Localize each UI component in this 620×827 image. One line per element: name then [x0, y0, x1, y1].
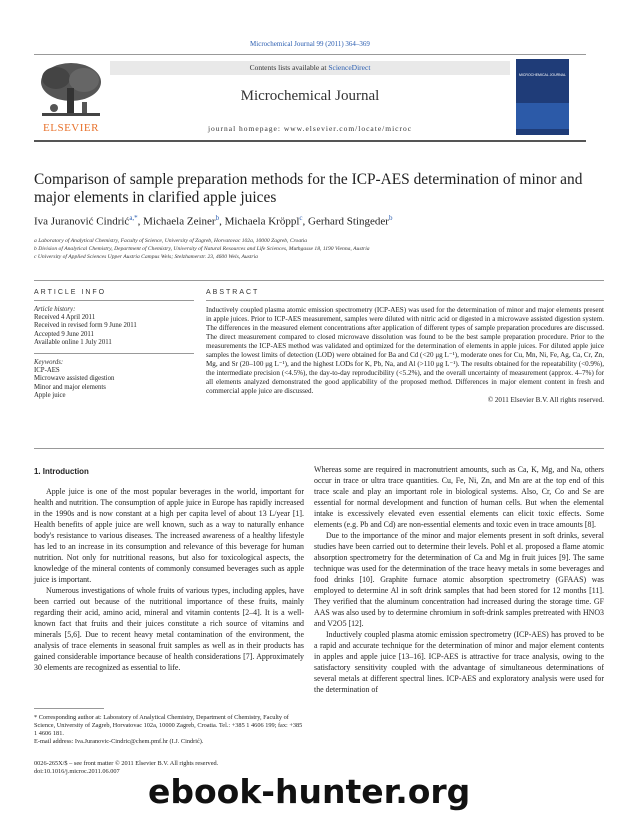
divider	[34, 280, 604, 281]
running-head[interactable]: Microchemical Journal 99 (2011) 364–369	[250, 40, 370, 48]
keywords-label: Keywords:	[34, 359, 64, 367]
sciencedirect-link[interactable]: ScienceDirect	[328, 63, 371, 72]
copyright: © 2011 Elsevier B.V. All rights reserved.	[487, 396, 604, 404]
keyword: Microwave assisted digestion	[34, 375, 115, 383]
header-top-rule	[34, 54, 586, 55]
journal-title: Microchemical Journal	[240, 88, 380, 104]
watermark: ebook-hunter.org	[148, 772, 471, 811]
abstract-body	[206, 306, 604, 405]
abstract-heading: ABSTRACT	[206, 289, 260, 296]
abstract-text: Inductively coupled plasma atomic emission spectrometry (ICP-AES) was used for the determination of minor and major elements present in apple juices. Prior to ICP-AES measurement, samples were diluted with nitric acid or digested in a microwave assisted digestion system. The differences in the measured element concentrations after application of different types of sample preparation procedures are discussed. The direct measurement compared to closed microwave dissolution was found to be the best sample preparation procedure. Prior to the measurements the ICP-AES method was validated and optimized for the determination of elements in apple juices. For diluted apple juice samples the lowest limits of detection (LOD) were obtained for Ba and Cd (<20 μg L⁻¹), moderate ones for Cu, Mn, Ni, Fe, Ag, Ca, Cr, Zn, Mg, and Sr (20–100 μg L⁻¹), and the highest LODs for K, Pb, Na, and Al (>110 μg L⁻¹). The results obtained for the repeatability (<0.9%), the intermediate precision (<4.5%), the day-to-day reproducibility (<5.2%), and the overall uncertainty of measurement (approx. 4–7%) for all elements analyzed demonstrated the good applicability of the proposed method. Differences in major element content in fresh and commercial apple juice are discussed.	[206, 306, 604, 395]
publisher-logo-text: ELSEVIER	[43, 122, 99, 134]
journal-homepage[interactable]: journal homepage: www.elsevier.com/locate/microc	[207, 124, 413, 133]
keyword: ICP-AES	[34, 367, 60, 375]
history-item: Received in revised form 9 June 2011	[34, 322, 137, 330]
left-column	[34, 466, 304, 673]
history-label: Article history:	[34, 306, 76, 313]
section-heading: 1. Introduction	[34, 467, 89, 476]
author-affil-mark[interactable]: a,*	[129, 214, 138, 222]
affiliation-a: a Laboratory of Analytical Chemistry, Faculty of Science, University of Zagreb, Horvatovac 102a, 10000 Zagreb, Croatia	[34, 238, 308, 244]
author-name[interactable]: Gerhard Stingeder	[308, 215, 389, 228]
divider	[34, 300, 194, 301]
author-affil-mark[interactable]: b	[388, 214, 393, 222]
footnote-rule	[34, 708, 104, 709]
author-name[interactable]: Michaela Kröppl	[224, 215, 300, 228]
history-item: Available online 1 July 2011	[34, 338, 112, 346]
article-info	[34, 306, 194, 400]
right-column	[314, 464, 604, 695]
header-bottom-rule	[34, 140, 586, 142]
article-info-heading: ARTICLE INFO	[34, 289, 107, 296]
keyword: Apple juice	[34, 391, 66, 399]
journal-cover-image	[516, 59, 569, 135]
divider	[206, 300, 604, 301]
keyword: Minor and major elements	[34, 383, 106, 391]
cover-title: MICROCHEMICAL JOURNAL	[519, 73, 566, 77]
paragraph: Numerous investigations of whole fruits of various types, including apples, have been carried out because of the nutritional importance of these fruits, mainly regarding their acid, amino acid, mineral and vitamin contents [2–4]. It is a well-known fact that fruits and their juices constitute a rich source of vitamins and minerals [5,6]. Due to recent heavy metal contamination of the environment, the analysis of trace elements in seasonal fruit samples as well as in their products has gained considerable importance because of health considerations [7]. Approximately 30 elements are recognized as essential to life.	[34, 586, 304, 672]
cover-band	[516, 103, 569, 129]
author-affil-mark[interactable]: b	[215, 214, 220, 222]
author-name[interactable]: Iva Juranović Cindrić	[34, 215, 130, 228]
email-note[interactable]: E-mail address: Iva.Juranovic-Cindric@chem.pmf.hr (I.J. Cindrić).	[34, 738, 204, 745]
paragraph: Whereas some are required in macronutrient amounts, such as Ca, K, Mg, and Na, others occur in trace or ultra trace quantities. Cu, Fe, Ni, Zn, and Mn are at the top end of this trace scale and play an important role in biological systems. Also, Cr, Co and Se are essential for normal development and function of human cells. But when the elemental intake is excessively elevated even essential elements can elicit toxic effects. Some elements (e.g. Pb and Cd) are non-essential elements and toxic even in trace amounts [8].	[314, 465, 604, 529]
paragraph: Apple juice is one of the most popular beverages in the world, important for health and nutrition. The consumption of apple juice in Europe has rapidly increased in the 1990s and is now constant at a high per capita level of about 13 L/year [1]. Health benefits of apple juice are well known, such as a way to naturally enhance body's resistance to various diseases. The increased awareness of a healthy lifestyle has led to an increase in its consumption and relevance of this beverage for human nutrition. Not only for nutritional reasons, but also for toxicological aspects, the knowledge of the mineral contents of commonly consumed beverages such as apple juice is important.	[34, 487, 304, 584]
history-item: Accepted 9 June 2011	[34, 330, 94, 338]
divider	[34, 448, 604, 449]
corresponding-author-note: * Corresponding author at: Laboratory of Analytical Chemistry, Department of Chemistry, Faculty of Science, University of Zagreb, Horvatovac 102a, 10000 Zagreb, Croatia. Tel.: +385 1 4606 199; fax: +385 1 4606 181.	[34, 714, 303, 737]
contents-bar	[110, 61, 510, 75]
history-item: Received 4 April 2011	[34, 314, 96, 322]
doi-link[interactable]: doi:10.1016/j.microc.2011.06.007	[34, 768, 120, 775]
author-name[interactable]: Michaela Zeiner	[143, 215, 216, 228]
footnotes	[34, 714, 304, 746]
contents-prefix: Contents lists available at	[249, 63, 329, 72]
author-list: Iva Juranović Cindrić$^{a,*}$, Michaela Zeiner$^b$, Michaela Kröppl$^c$, Gerhard Stingeder$^b$	[34, 214, 393, 228]
affiliation-c: c University of Applied Sciences Upper Austria Campus Wels; Stelzhamerstr. 23, 4600 Wels, Austria	[34, 254, 258, 260]
affiliation-b: b Division of Analytical Chemistry, Department of Chemistry, University of Natural Resources and Life Sciences, Muthgasse 18, 1190 Vienna, Austria	[34, 246, 370, 252]
article-title: Comparison of sample preparation methods for the ICP-AES determination of minor and major elements in clarified apple juices	[34, 171, 583, 206]
divider	[34, 353, 194, 354]
author-affil-mark[interactable]: c	[299, 214, 303, 222]
paragraph: Inductively coupled plasma atomic emission spectrometry (ICP-AES) has proved to be a rapid and accurate technique for the determination of minor and major element contents in apples and apple juice [13–16]. ICP-AES is attractive for trace analysis, owing to the satisfactory sensitivity coupled with the advantage of simultaneous determinations of several metals at different spectral lines. ICP-AES and exploratory analysis were used for the determination of	[314, 630, 604, 694]
issn-line: 0026-265X/$ – see front matter © 2011 Elsevier B.V. All rights reserved.	[34, 760, 219, 767]
paragraph: Due to the importance of the minor and major elements present in soft drinks, several studies have been carried out to determine their levels. Pohl et al. proposed a flame atomic absorption spectrometry for the determination of Ca and Mg in fruit juices [9]. The same technique was used for the determination of the trace heavy metals in some beverages and food drinks [10]. Graphite furnace atomic absorption spectrometry (GFAAS) was employed to determine Al in soft drink samples that had been stored for 12 months [11]. They verified that the aluminum concentration had increased during the storage time. GF AAS was also used by to determine chromium in soft-drink samples pretreated with HNO3 and V2O5 [12].	[314, 531, 604, 628]
